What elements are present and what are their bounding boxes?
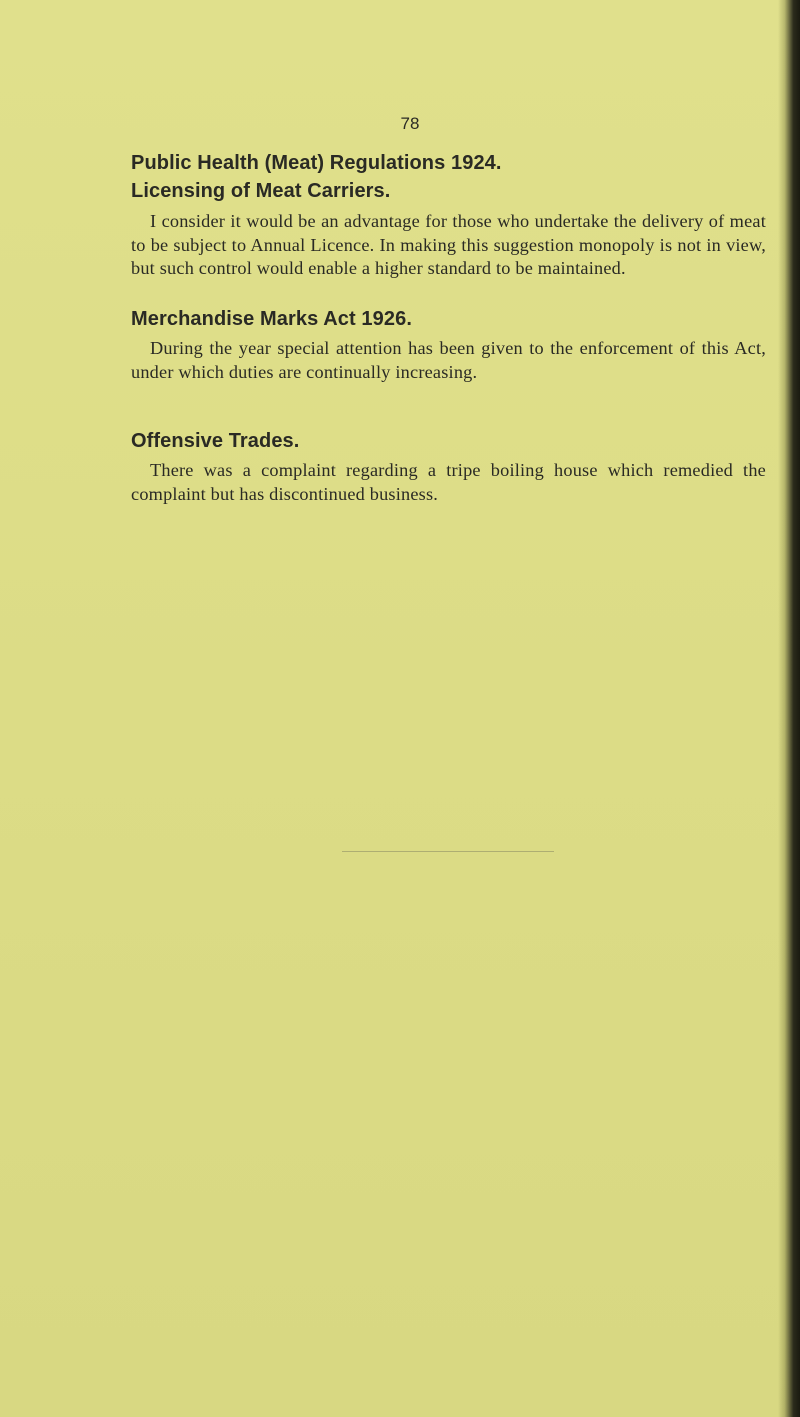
section-heading-merchandise-marks: Merchandise Marks Act 1926. bbox=[131, 308, 412, 330]
page-edge-shadow bbox=[778, 0, 800, 1417]
section-heading-meat-regulations: Public Health (Meat) Regulations 1924. bbox=[131, 152, 502, 174]
page-number: 78 bbox=[400, 114, 420, 133]
paragraph-merchandise-marks: During the year special attention has been given to the enforcement of this Act, under which duties are continually increasing. bbox=[131, 338, 766, 382]
section-heading-offensive-trades: Offensive Trades. bbox=[131, 430, 300, 452]
paragraph-offensive-trades: There was a complaint regarding a tripe boiling house which remedied the complaint but has discontinued business. bbox=[131, 460, 766, 504]
faint-divider bbox=[342, 851, 554, 852]
paragraph-licensing: I consider it would be an advantage for those who undertake the delivery of meat to be subject to Annual Licence. In making this suggestion monopoly is not in view, but such control would enable a higher standard to be maintained. bbox=[131, 211, 766, 278]
section-subheading-licensing: Licensing of Meat Carriers. bbox=[131, 180, 391, 202]
